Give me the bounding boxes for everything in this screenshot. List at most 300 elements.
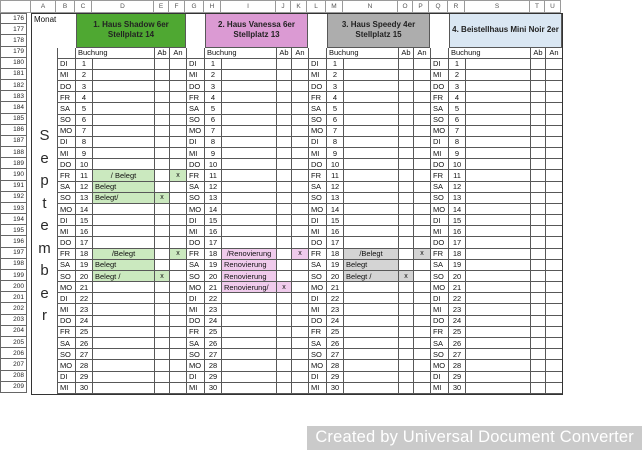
an-cell: [170, 103, 186, 114]
weekday-cell: FR: [186, 170, 205, 181]
ab-cell: [399, 260, 414, 271]
booking-cell: [344, 237, 399, 248]
weekday-cell: DO: [308, 237, 327, 248]
column-header-A: A: [31, 0, 56, 13]
weekday-cell: DI: [430, 215, 449, 226]
ab-cell: [155, 70, 170, 81]
weekday-cell: MI: [57, 383, 76, 394]
ab-cell: [399, 282, 414, 293]
weekday-cell: MI: [308, 148, 327, 159]
day-cell: 13: [327, 193, 344, 204]
section-header-spacer: [430, 48, 449, 59]
booking-cell: [466, 81, 531, 92]
buchung-header-2: Buchung: [205, 48, 277, 59]
row-header-179: 179: [0, 47, 27, 58]
booking-cell: [466, 237, 531, 248]
an-cell: x: [292, 249, 308, 260]
day-cell: 19: [327, 260, 344, 271]
month-letter: t: [42, 194, 47, 212]
day-cell: 30: [449, 383, 466, 394]
row-header-201: 201: [0, 292, 27, 303]
ab-cell: [155, 383, 170, 394]
ab-cell: [531, 193, 546, 204]
weekday-cell: SO: [430, 193, 449, 204]
an-cell: [170, 293, 186, 304]
buchung-header-3: Buchung: [327, 48, 399, 59]
day-cell: 28: [205, 360, 222, 371]
booking-cell-house1-day12: Belegt: [93, 182, 155, 193]
an-cell: [292, 293, 308, 304]
day-cell: 1: [205, 59, 222, 70]
section-header-spacer: [57, 48, 76, 59]
column-header-P: P: [413, 0, 429, 13]
booking-cell: [466, 59, 531, 70]
an-cell: [414, 92, 430, 103]
weekday-cell: SO: [186, 349, 205, 360]
weekday-cell: SO: [430, 349, 449, 360]
booking-cell: [344, 304, 399, 315]
day-cell: 11: [205, 170, 222, 181]
an-cell: [414, 316, 430, 327]
booking-cell: [93, 316, 155, 327]
ab-cell: [277, 237, 292, 248]
ab-cell: x: [399, 271, 414, 282]
column-header-J: J: [276, 0, 291, 13]
weekday-cell: SA: [186, 182, 205, 193]
an-cell: [170, 115, 186, 126]
booking-cell: [222, 237, 277, 248]
booking-cell: [93, 383, 155, 394]
booking-cell-house1-day13: Belegt/: [93, 193, 155, 204]
booking-cell: [466, 304, 531, 315]
weekday-cell: DI: [57, 293, 76, 304]
ab-cell: [531, 372, 546, 383]
booking-cell: [222, 316, 277, 327]
weekday-cell: MI: [186, 304, 205, 315]
an-cell: [292, 304, 308, 315]
weekday-cell: MI: [430, 383, 449, 394]
day-cell: 18: [449, 249, 466, 260]
booking-cell: [222, 349, 277, 360]
row-header-180: 180: [0, 58, 27, 69]
row-header-196: 196: [0, 236, 27, 247]
booking-cell: [344, 338, 399, 349]
booking-cell: [93, 338, 155, 349]
booking-cell: [222, 126, 277, 137]
weekday-cell: SA: [308, 182, 327, 193]
weekday-cell: MO: [57, 126, 76, 137]
day-cell: 26: [76, 338, 93, 349]
row-header-184: 184: [0, 102, 27, 113]
row-header-197: 197: [0, 248, 27, 259]
ab-cell: [155, 260, 170, 271]
ab-cell: [399, 237, 414, 248]
day-cell: 10: [449, 159, 466, 170]
weekday-cell: DO: [186, 159, 205, 170]
booking-cell: [93, 237, 155, 248]
day-cell: 2: [76, 70, 93, 81]
weekday-cell: DI: [186, 137, 205, 148]
row-header-209: 209: [0, 382, 27, 393]
weekday-cell: SO: [186, 115, 205, 126]
ab-cell: [277, 70, 292, 81]
an-cell: [546, 81, 562, 92]
weekday-cell: MI: [308, 70, 327, 81]
section-header-spacer: [186, 48, 205, 59]
row-header-187: 187: [0, 136, 27, 147]
ab-cell: [399, 182, 414, 193]
weekday-cell: DO: [57, 159, 76, 170]
row-header-191: 191: [0, 181, 27, 192]
day-cell: 3: [76, 81, 93, 92]
ab-cell: [155, 316, 170, 327]
booking-cell: [93, 92, 155, 103]
ab-cell: [531, 249, 546, 260]
an-cell: [414, 193, 430, 204]
house-stellplatz: Stellplatz 13: [233, 30, 280, 40]
ab-cell: [399, 338, 414, 349]
an-cell: [170, 349, 186, 360]
day-cell: 29: [205, 372, 222, 383]
booking-cell: [222, 59, 277, 70]
day-cell: 21: [205, 282, 222, 293]
an-cell: [546, 215, 562, 226]
ab-cell: [155, 282, 170, 293]
booking-cell: [466, 170, 531, 181]
ab-cell: [277, 260, 292, 271]
booking-cell: [466, 182, 531, 193]
month-vertical-label: [32, 59, 57, 394]
booking-cell: [222, 92, 277, 103]
ab-cell: [531, 327, 546, 338]
day-cell: 12: [76, 182, 93, 193]
ab-cell: [531, 226, 546, 237]
booking-cell-house3-day18: /Belegt: [344, 249, 399, 260]
weekday-cell: FR: [186, 249, 205, 260]
day-cell: 9: [76, 148, 93, 159]
row-header-207: 207: [0, 359, 27, 370]
day-cell: 7: [327, 126, 344, 137]
weekday-cell: SA: [430, 103, 449, 114]
ab-cell: [277, 170, 292, 181]
house-header-3: [327, 14, 430, 48]
booking-cell: [466, 115, 531, 126]
weekday-cell: SA: [186, 260, 205, 271]
day-cell: 4: [76, 92, 93, 103]
column-header-S: S: [465, 0, 530, 13]
day-cell: 10: [205, 159, 222, 170]
booking-cell: [222, 372, 277, 383]
an-cell: [414, 372, 430, 383]
weekday-cell: SO: [308, 115, 327, 126]
day-cell: 29: [449, 372, 466, 383]
weekday-cell: FR: [57, 327, 76, 338]
ab-cell: [531, 383, 546, 394]
weekday-cell: SA: [57, 338, 76, 349]
ab-cell: [277, 226, 292, 237]
an-cell: [414, 338, 430, 349]
day-cell: 22: [205, 293, 222, 304]
ab-cell: [531, 215, 546, 226]
sheet-grid: [31, 13, 563, 395]
weekday-cell: DI: [186, 59, 205, 70]
booking-cell-house2-day20: Renovierung: [222, 271, 277, 282]
an-cell: [546, 360, 562, 371]
day-cell: 8: [76, 137, 93, 148]
day-cell: 27: [205, 349, 222, 360]
weekday-cell: DI: [186, 215, 205, 226]
column-header-B: B: [56, 0, 75, 13]
day-cell: 13: [76, 193, 93, 204]
an-cell: [170, 137, 186, 148]
weekday-cell: MO: [57, 360, 76, 371]
ab-cell: [531, 304, 546, 315]
weekday-cell: DI: [308, 372, 327, 383]
row-header-181: 181: [0, 69, 27, 80]
an-cell: [170, 237, 186, 248]
weekday-cell: SA: [308, 338, 327, 349]
an-cell: [414, 215, 430, 226]
booking-cell: [222, 338, 277, 349]
an-cell: [546, 304, 562, 315]
an-header-4: An: [546, 48, 562, 59]
booking-cell: [222, 159, 277, 170]
day-cell: 18: [76, 249, 93, 260]
weekday-cell: DI: [57, 372, 76, 383]
booking-cell: [344, 372, 399, 383]
ab-cell: [277, 92, 292, 103]
booking-cell-house2-day19: Renovierung: [222, 260, 277, 271]
ab-cell: [399, 170, 414, 181]
weekday-cell: MO: [186, 360, 205, 371]
day-cell: 12: [449, 182, 466, 193]
ab-cell: [399, 372, 414, 383]
day-cell: 13: [205, 193, 222, 204]
day-cell: 21: [449, 282, 466, 293]
row-header-200: 200: [0, 281, 27, 292]
booking-cell: [93, 349, 155, 360]
an-cell: [170, 360, 186, 371]
weekday-cell: MI: [430, 148, 449, 159]
weekday-cell: MO: [308, 126, 327, 137]
day-cell: 17: [449, 237, 466, 248]
weekday-cell: SA: [430, 260, 449, 271]
booking-cell: [222, 360, 277, 371]
booking-cell: [344, 226, 399, 237]
booking-cell: [466, 327, 531, 338]
day-cell: 28: [76, 360, 93, 371]
booking-cell: [344, 59, 399, 70]
an-cell: [292, 115, 308, 126]
weekday-cell: DI: [57, 137, 76, 148]
weekday-cell: MO: [430, 360, 449, 371]
weekday-cell: FR: [57, 249, 76, 260]
day-cell: 24: [205, 316, 222, 327]
column-header-I: I: [221, 0, 276, 13]
weekday-cell: DI: [430, 137, 449, 148]
an-cell: [414, 159, 430, 170]
ab-cell: [277, 338, 292, 349]
an-cell: [546, 115, 562, 126]
an-cell: [546, 260, 562, 271]
booking-cell: [93, 81, 155, 92]
ab-cell: [399, 304, 414, 315]
ab-cell: [155, 338, 170, 349]
weekday-cell: MI: [308, 383, 327, 394]
column-header-F: F: [169, 0, 185, 13]
weekday-cell: SO: [57, 271, 76, 282]
an-cell: [414, 182, 430, 193]
ab-cell: [277, 271, 292, 282]
ab-cell: [531, 182, 546, 193]
an-cell: [414, 327, 430, 338]
day-cell: 2: [205, 70, 222, 81]
weekday-cell: MO: [308, 360, 327, 371]
house-name: 1. Haus Shadow 6er: [93, 19, 169, 29]
ab-cell: [155, 215, 170, 226]
weekday-cell: SO: [57, 115, 76, 126]
day-cell: 19: [205, 260, 222, 271]
day-cell: 22: [76, 293, 93, 304]
weekday-cell: DO: [57, 237, 76, 248]
booking-cell: [93, 226, 155, 237]
house-header-4: [449, 14, 562, 48]
booking-cell: [466, 70, 531, 81]
column-header-Q: Q: [429, 0, 448, 13]
day-cell: 3: [449, 81, 466, 92]
ab-cell: [155, 372, 170, 383]
ab-cell: [277, 59, 292, 70]
booking-cell-house1-day19: Belegt: [93, 260, 155, 271]
ab-cell: [277, 204, 292, 215]
weekday-cell: SA: [430, 182, 449, 193]
an-cell: [292, 159, 308, 170]
weekday-cell: MI: [57, 148, 76, 159]
an-cell: [292, 170, 308, 181]
row-header-column: [0, 13, 27, 393]
ab-cell: [399, 316, 414, 327]
an-cell: [414, 81, 430, 92]
booking-cell: [344, 115, 399, 126]
ab-cell: [155, 137, 170, 148]
booking-cell: [93, 148, 155, 159]
an-cell: [414, 304, 430, 315]
day-cell: 9: [449, 148, 466, 159]
day-cell: 6: [76, 115, 93, 126]
an-cell: [292, 148, 308, 159]
weekday-cell: SO: [430, 271, 449, 282]
month-letter: e: [40, 149, 49, 167]
an-cell: [170, 260, 186, 271]
row-header-206: 206: [0, 348, 27, 359]
day-cell: 24: [449, 316, 466, 327]
day-cell: 13: [449, 193, 466, 204]
ab-cell: [155, 304, 170, 315]
ab-cell: [277, 372, 292, 383]
month-letter: e: [40, 217, 49, 235]
weekday-cell: SO: [57, 193, 76, 204]
booking-cell: [222, 383, 277, 394]
day-cell: 24: [327, 316, 344, 327]
booking-cell: [466, 338, 531, 349]
booking-cell: [222, 215, 277, 226]
day-cell: 17: [205, 237, 222, 248]
an-cell: [546, 327, 562, 338]
day-cell: 7: [205, 126, 222, 137]
ab-cell: [531, 237, 546, 248]
ab-cell: [531, 338, 546, 349]
weekday-cell: SA: [430, 338, 449, 349]
booking-cell: [93, 126, 155, 137]
day-cell: 16: [205, 226, 222, 237]
weekday-cell: FR: [308, 170, 327, 181]
booking-cell: [466, 349, 531, 360]
ab-cell: [155, 327, 170, 338]
day-cell: 25: [449, 327, 466, 338]
weekday-cell: MI: [430, 226, 449, 237]
an-cell: [292, 282, 308, 293]
row-header-186: 186: [0, 125, 27, 136]
ab-cell: [277, 327, 292, 338]
an-cell: [414, 260, 430, 271]
booking-cell: [466, 360, 531, 371]
weekday-cell: SA: [57, 182, 76, 193]
ab-cell: [155, 349, 170, 360]
ab-cell: [155, 237, 170, 248]
weekday-cell: SO: [186, 271, 205, 282]
ab-cell: [277, 316, 292, 327]
an-cell: [414, 282, 430, 293]
booking-cell: [466, 316, 531, 327]
day-cell: 3: [205, 81, 222, 92]
monat-label: Monat: [34, 15, 57, 25]
weekday-cell: SO: [430, 115, 449, 126]
an-cell: [546, 182, 562, 193]
buchung-header-4: Buchung: [449, 48, 531, 59]
day-cell: 8: [449, 137, 466, 148]
weekday-cell: SO: [308, 271, 327, 282]
an-cell: [414, 204, 430, 215]
day-cell: 23: [76, 304, 93, 315]
an-cell: [414, 383, 430, 394]
weekday-cell: MI: [308, 226, 327, 237]
row-header-182: 182: [0, 80, 27, 91]
ab-cell: [277, 304, 292, 315]
weekday-cell: SO: [308, 349, 327, 360]
booking-cell: [344, 137, 399, 148]
an-header-3: An: [414, 48, 430, 59]
ab-header-2: Ab: [277, 48, 292, 59]
day-cell: 11: [449, 170, 466, 181]
ab-cell: [531, 59, 546, 70]
ab-cell: [277, 137, 292, 148]
weekday-cell: SA: [308, 260, 327, 271]
day-cell: 28: [327, 360, 344, 371]
booking-cell: [344, 126, 399, 137]
ab-cell: [155, 182, 170, 193]
an-cell: [546, 282, 562, 293]
an-cell: [292, 360, 308, 371]
ab-cell: [155, 249, 170, 260]
booking-cell: [344, 293, 399, 304]
an-cell: [292, 215, 308, 226]
day-cell: 22: [327, 293, 344, 304]
ab-cell: [399, 204, 414, 215]
booking-cell: [344, 383, 399, 394]
an-cell: [414, 137, 430, 148]
column-header-D: D: [92, 0, 154, 13]
an-cell: [292, 327, 308, 338]
